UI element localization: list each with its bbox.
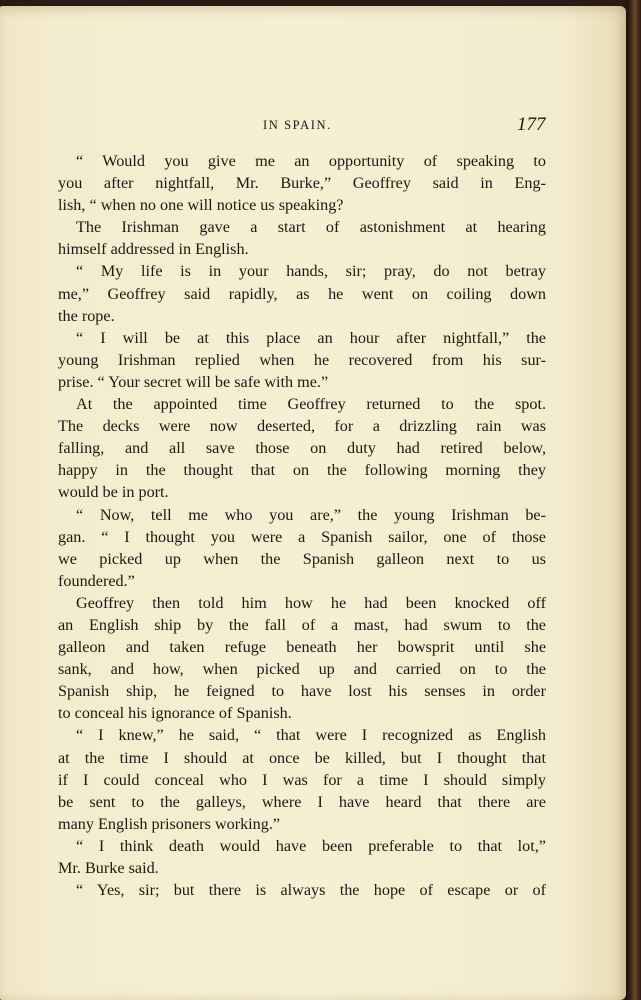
text-line: Geoffrey then told him how he had been knocked off <box>76 593 546 612</box>
text-line: many English prisoners working.” <box>58 814 281 833</box>
text-line: sank, and how, when picked up and carried on to the <box>58 660 546 679</box>
text-line: Spanish ship, he feigned to have lost his senses in order <box>58 682 546 701</box>
text-line: The decks were now deserted, for a drizzling rain was <box>58 417 546 436</box>
text-line: foundered.” <box>58 571 135 590</box>
text-line: lish, “ when no one will notice us speaking? <box>58 196 344 215</box>
page-header <box>0 114 626 142</box>
text-line: the rope. <box>58 306 115 325</box>
text-line: me,” Geoffrey said rapidly, as he went on coiling down <box>58 284 546 303</box>
body-text <box>58 150 546 901</box>
book-edge <box>626 0 641 1000</box>
text-line: galleon and taken refuge beneath her bowsprit until she <box>58 638 546 657</box>
text-line: to conceal his ignorance of Spanish. <box>58 704 292 723</box>
page-number: 177 <box>517 114 546 135</box>
text-line: at the time I should at once be killed, but I thought that <box>58 748 546 767</box>
text-line: The Irishman gave a start of astonishment at hearing <box>76 218 546 237</box>
text-line: “ I knew,” he said, “ that were I recognized as English <box>76 726 546 745</box>
text-line: an English ship by the fall of a mast, had swum to the <box>58 615 546 634</box>
text-line: himself addressed in English. <box>58 240 249 259</box>
text-line: you after nightfall, Mr. Burke,” Geoffrey said in Eng- <box>58 174 546 193</box>
text-line: falling, and all save those on duty had retired below, <box>58 439 546 458</box>
text-line: “ Yes, sir; but there is always the hope of escape or of <box>76 881 546 900</box>
book-page <box>0 6 626 1000</box>
text-line: would be in port. <box>58 483 169 502</box>
text-line: “ Now, tell me who you are,” the young Irishman be- <box>76 505 546 524</box>
text-line: “ My life is in your hands, sir; pray, do not betray <box>76 262 546 281</box>
text-line: “ I think death would have been preferable to that lot,” <box>76 836 546 855</box>
text-line: if I could conceal who I was for a time I should simply <box>58 770 546 789</box>
text-line: young Irishman replied when he recovered from his sur- <box>58 350 546 369</box>
running-head: IN SPAIN. <box>263 118 332 132</box>
text-line: we picked up when the Spanish galleon next to us <box>58 549 546 568</box>
text-line: gan. “ I thought you were a Spanish sailor, one of those <box>58 527 546 546</box>
text-line: happy in the thought that on the following morning they <box>58 461 546 480</box>
text-line: prise. “ Your secret will be safe with me.” <box>58 372 329 391</box>
text-line: be sent to the galleys, where I have heard that there are <box>58 792 546 811</box>
text-line: “ Would you give me an opportunity of speaking to <box>76 152 546 170</box>
text-line: Mr. Burke said. <box>58 859 159 877</box>
text-line: At the appointed time Geoffrey returned to the spot. <box>76 395 546 414</box>
text-line: “ I will be at this place an hour after nightfall,” the <box>76 328 546 347</box>
